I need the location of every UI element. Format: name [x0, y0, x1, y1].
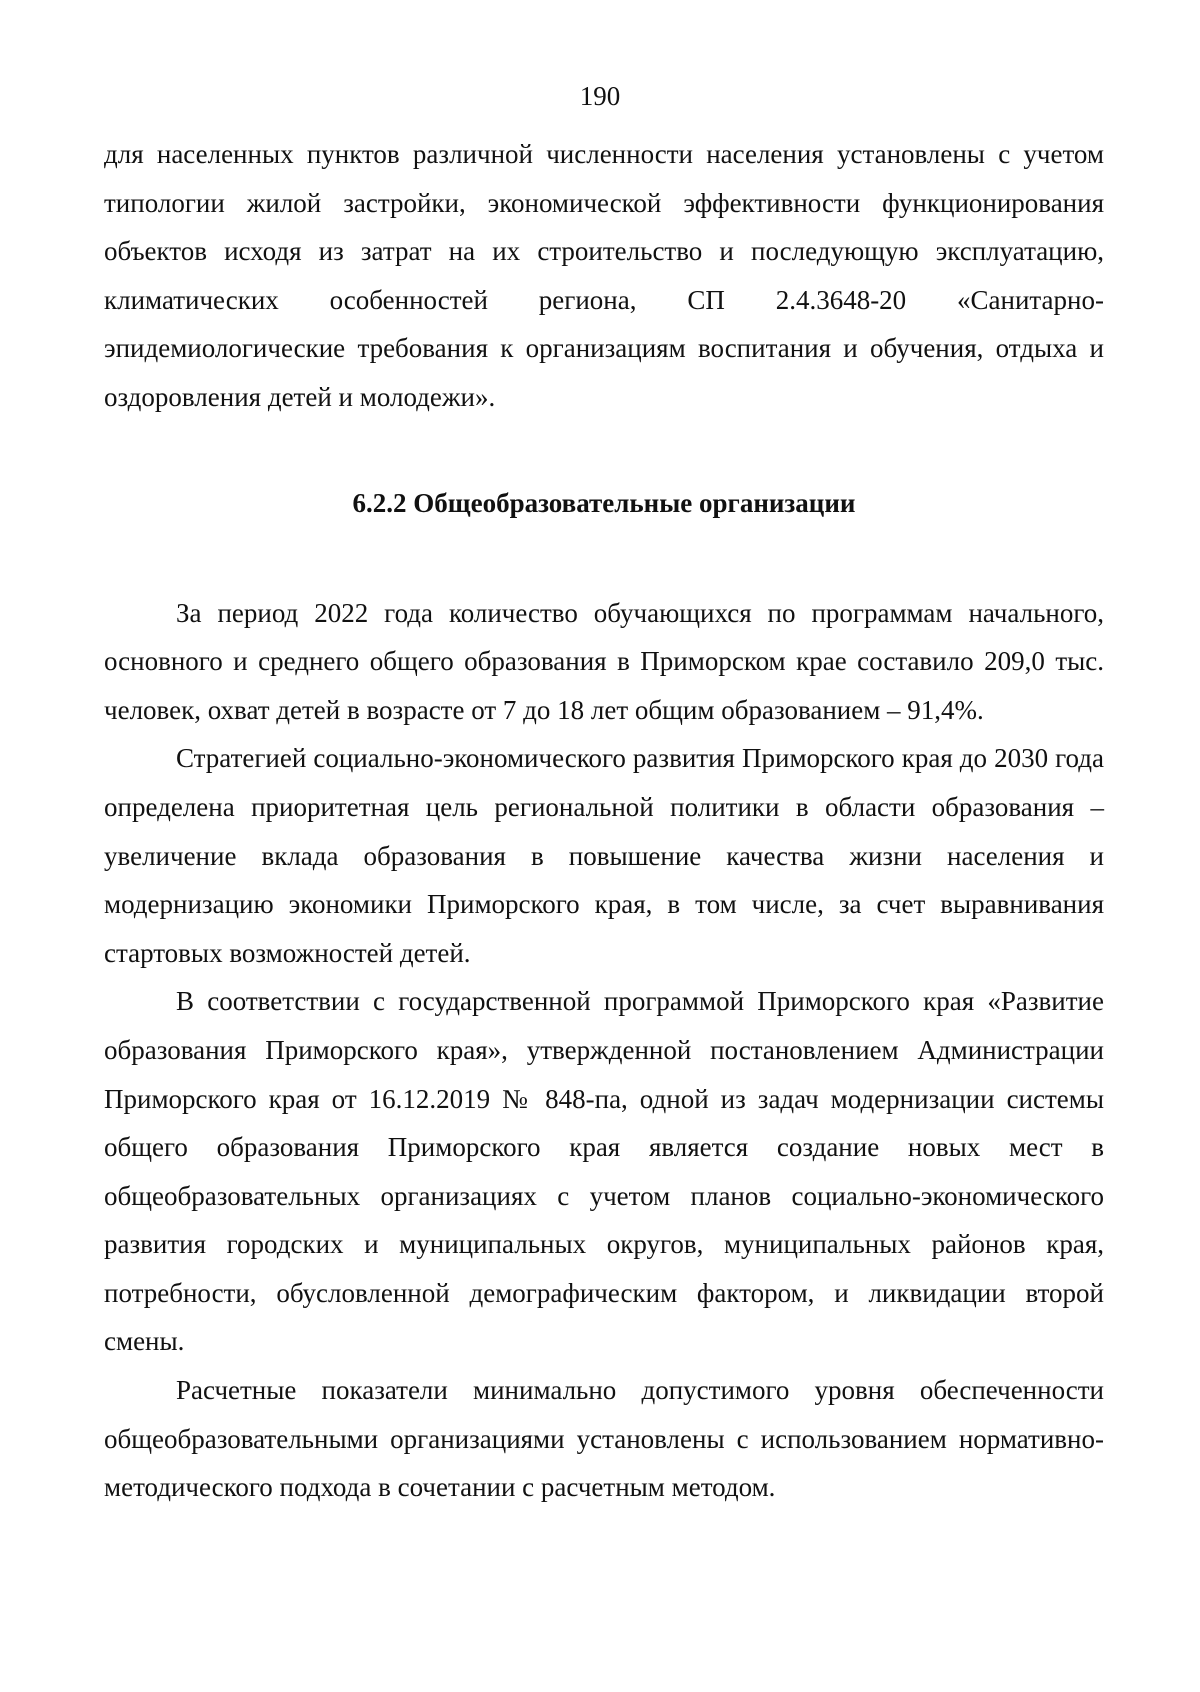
paragraph-continued: для населенных пунктов различной численности населения установлены с учетом типологии жилой застройки, экономической эффективности функционирования объектов исходя из затрат на их строительство и последующую эксплуатацию, климатических особенностей региона, СП 2.4.3648-20 «Санитарно-эпидемиологические требования к организациям воспитания и обучения, отдыха и оздоровления детей и молодежи».	[104, 139, 1104, 412]
page-number: 190	[579, 81, 621, 111]
paragraph-strategy: Стратегией социально-экономического развития Приморского края до 2030 года определена приоритетная цель региональной политики в области образования – увеличение вклада образования в повышение качества жизни населения и модернизацию экономики Приморского края, в том числе, за счет выравнивания стартовых возможностей детей.	[104, 743, 1104, 968]
section-heading: 6.2.2 Общеобразовательные организации	[352, 487, 856, 518]
paragraph-indicators: Расчетные показатели минимально допустимого уровня обеспеченности общеобразовательными организациями установлены с использованием нормативно-методического подхода в сочетании с расчетным методом.	[104, 1375, 1104, 1503]
document-body	[104, 130, 1104, 1512]
paragraph-enrollment: За период 2022 года количество обучающихся по программам начального, основного и среднего общего образования в Приморском крае составило 209,0 тыс. человек, охват детей в возрасте от 7 до 18 лет общим образованием – 91,4%.	[104, 597, 1104, 725]
paragraph-state-program: В соответствии с государственной программой Приморского края «Развитие образования Приморского края», утвержденной постановлением Администрации Приморского края от 16.12.2019 № 848-па, одной из задач модернизации системы общего образования Приморского края является создание новых мест в общеобразовательных организациях с учетом планов социально-экономического развития городских и муниципальных округов, муниципальных районов края, потребности, обусловленной демографическим фактором, и ликвидации второй смены.	[104, 986, 1104, 1357]
